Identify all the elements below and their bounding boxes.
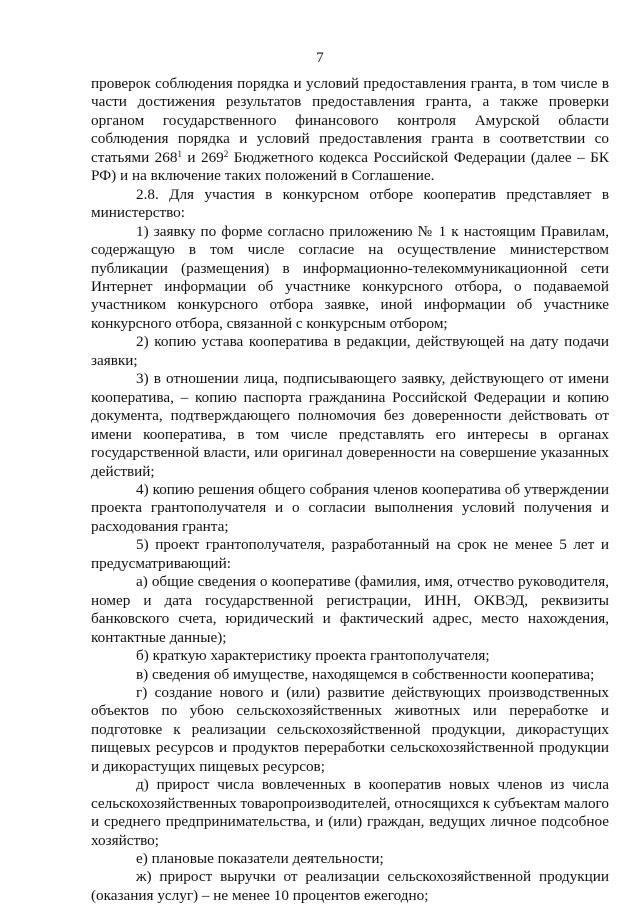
paragraph-text: и 269 (181, 148, 224, 166)
sub-item-d: д) прирост числа вовлеченных в кооператив новых членов из числа сельскохозяйственных товаропроизводителей, относящихся к субъектам малого и среднего предпринимательства, и (или) граждан, ведущих личное подсобное хозяйство; (91, 776, 609, 849)
list-item-1: 1) заявку по форме согласно приложению № 1 к настоящим Правилам, содержащую в том числе согласие на осуществление министерством публикации (размещения) в информационно-телекоммуникационной сети Интернет информации об участнике конкурсного отбора, о подаваемой участником конкурсного отбора заявке, иной информации об участнике конкурсного отбора, связанной с конкурсным отбором; (91, 222, 609, 332)
sub-item-zh: ж) прирост выручки от реализации сельскохозяйственной продукции (оказания услуг) – не менее 10 процентов ежегодно; (91, 868, 609, 904)
superscript: 2 (223, 148, 229, 159)
paragraph-2-8: 2.8. Для участия в конкурсном отборе кооператив представляет в министерство: (91, 185, 609, 222)
list-item-2: 2) копию устава кооператива в редакции, действующей на дату подачи заявки; (91, 333, 609, 369)
page-number: 7 (316, 50, 324, 66)
sub-item-b: б) краткую характеристику проекта грантополучателя; (136, 647, 490, 665)
sub-item-a: а) общие сведения о кооперативе (фамилия, имя, отчество руководителя, номер и дата государственной регистрации, ИНН, ОКВЭД, реквизиты банковского счета, юридический и фактический адрес, место нахождения, контактные данные); (91, 573, 609, 646)
paragraph-text: проверок соблюдения порядка и условий предоставления гранта, в том числе в части достижения результатов предоставления гранта, а также проверки органом государственного финансового контроля Амурской области соблюдения порядка и условий предоставления гранта в соответствии со статьями 268 (91, 75, 609, 166)
superscript: 1 (177, 148, 182, 159)
paragraph-continuation (91, 75, 609, 186)
sub-item-e: е) плановые показатели деятельности; (136, 850, 384, 868)
list-item-4: 4) копию решения общего собрания членов кооператива об утверждении проекта грантополучателя и о согласии выполнения условий получения и расходования гранта; (91, 480, 609, 535)
list-item-5: 5) проект грантополучателя, разработанный на срок не менее 5 лет и предусматривающий: (91, 536, 609, 572)
sub-item-g: г) создание нового и (или) развитие действующих производственных объектов по убою сельскохозяйственных животных или переработке и подготовке к реализации сельскохозяйственной продукции, дикорастущих пищевых ресурсов и продуктов переработки сельскохозяйственной продукции и дикорастущих пищевых ресурсов; (91, 683, 609, 775)
list-item-3: 3) в отношении лица, подписывающего заявку, действующего от имени кооператива, – копию паспорта гражданина Российской Федерации и копию документа, подтверждающего полномочия без доверенности действовать от имени кооператива, в том числе представлять его интересы в органах государственной власти, или оригинал доверенности на совершение указанных действий; (91, 370, 609, 480)
paragraph-text: Бюджетного кодекса Российской Федерации (далее – БК РФ) и на включение таких положений в Соглашение. (91, 148, 609, 185)
sub-item-v: в) сведения об имуществе, находящемся в собственности кооператива; (136, 665, 595, 683)
document-body (91, 75, 609, 905)
